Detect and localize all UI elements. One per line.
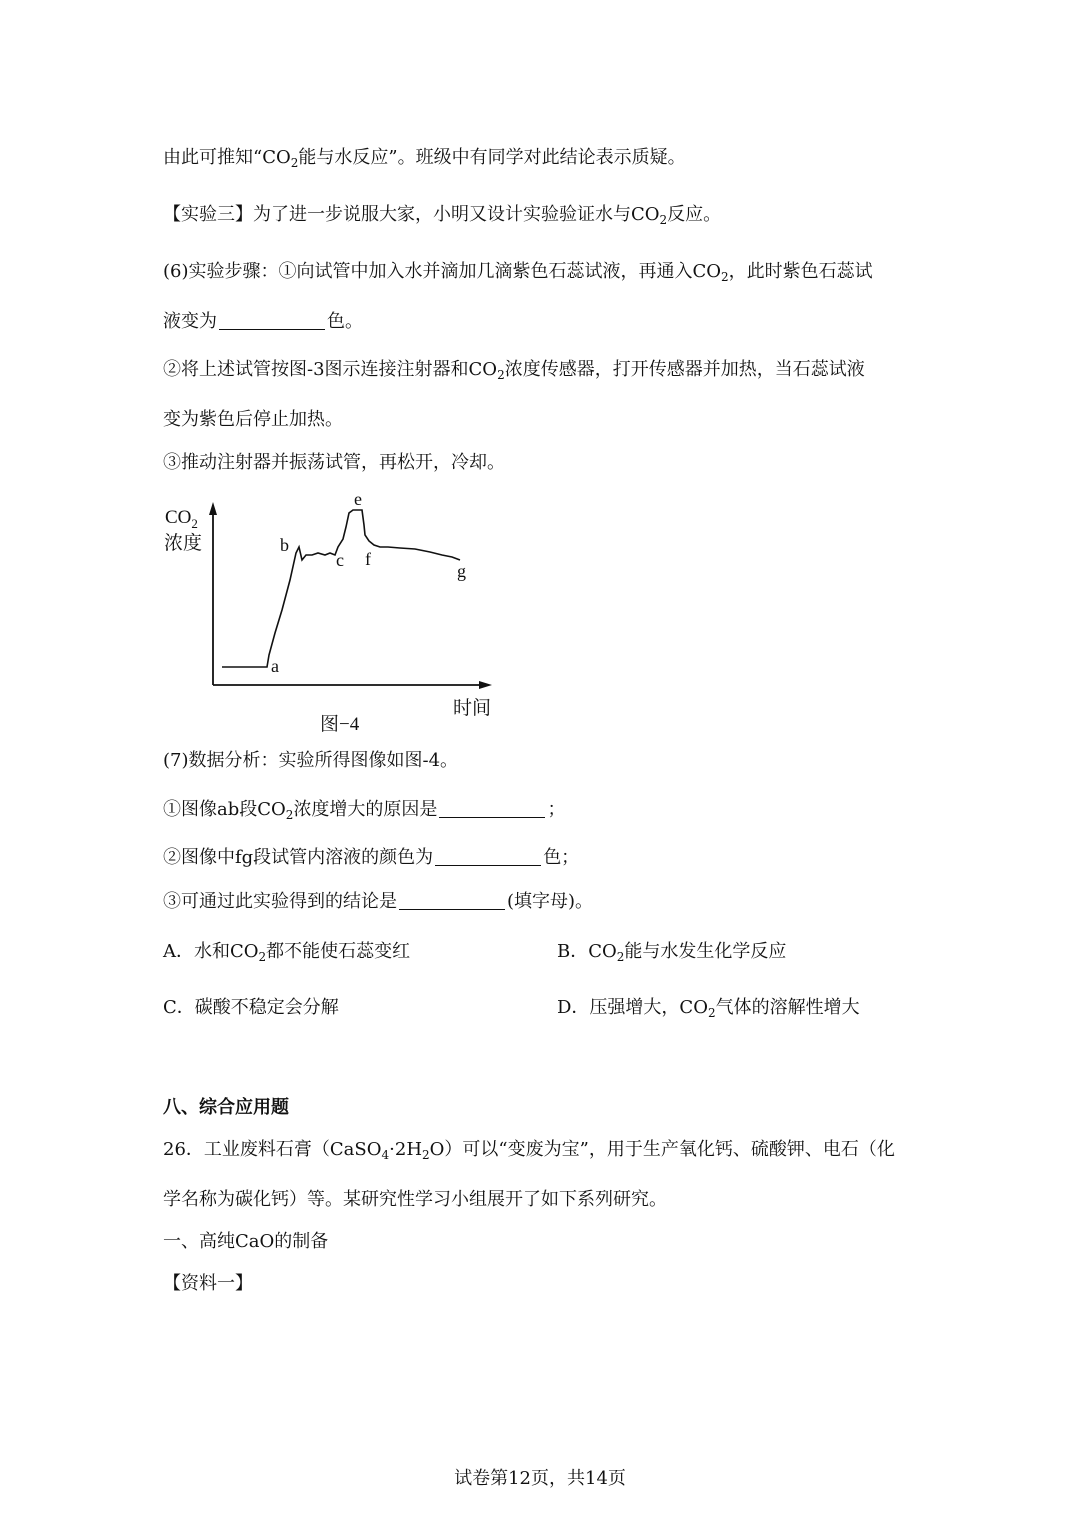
answer-blank <box>439 799 545 818</box>
concentration-curve <box>222 510 460 667</box>
option-a: A．水和$CO_2$都不能使石蕊变红 <box>163 941 411 964</box>
text-line: ①图像ab段$CO_2$浓度增大的原因是 ； <box>163 799 566 822</box>
option-d: D．压强增大，$CO_2$气体的溶解性增大 <box>557 997 860 1020</box>
option-c: C．碳酸不稳定会分解 <box>163 997 339 1018</box>
co2-concentration-graph <box>150 485 510 740</box>
material-heading: 【资料一】 <box>163 1273 253 1294</box>
text-line: 变为紫色后停止加热。 <box>163 409 343 430</box>
answer-blank <box>219 311 325 330</box>
page-footer: 试卷第12页，共14页 <box>454 1468 626 1489</box>
answer-blank <box>435 847 541 866</box>
text-line: ③可通过此实验得到的结论是 (填字母)。 <box>163 891 594 912</box>
y-axis-label-2: 浓度 <box>164 533 203 554</box>
question-26: 26．工业废料石膏$(CaSO_4\cdot 2H_2O)$可以“变废为宝”，用于生产氧化钙、硫酸钾、电石（化 <box>163 1139 895 1162</box>
point-label-e: e <box>354 489 362 509</box>
text-line: 由此可推知“$CO_2$能与水反应”。班级中有同学对此结论表示质疑。 <box>163 147 686 170</box>
point-label-b: b <box>280 535 289 555</box>
x-axis-arrow <box>479 681 492 689</box>
text-line: ②将上述试管按图-3图示连接注射器和$CO_2$浓度传感器，打开传感器并加热，当石蕊试液 <box>163 359 865 382</box>
text-line: 液变为 色。 <box>163 311 363 332</box>
text-line: 【实验三】为了进一步说服大家，小明又设计实验验证水与$CO_2$反应。 <box>163 204 722 227</box>
section-heading: 八、综合应用题 <box>163 1097 289 1118</box>
text-line: (6)实验步骤：①向试管中加入水并滴加几滴紫色石蕊试液，再通入$CO_2$，此时紫色石蕊试 <box>163 261 873 284</box>
point-label-f: f <box>365 549 371 569</box>
figure-caption: 图−4 <box>320 714 360 735</box>
text-line: (7)数据分析：实验所得图像如图-4。 <box>163 750 459 771</box>
question-26-line-2: 学名称为碳化钙）等。某研究性学习小组展开了如下系列研究。 <box>163 1189 667 1210</box>
point-label-a: a <box>271 656 279 676</box>
point-label-g: g <box>457 561 466 581</box>
text-line: ②图像中fg段试管内溶液的颜色为 色； <box>163 847 580 868</box>
text-line: ③推动注射器并振荡试管，再松开，冷却。 <box>163 452 505 473</box>
option-b: B．$CO_2$能与水发生化学反应 <box>557 941 787 964</box>
y-axis-label: $CO_2$ <box>165 507 198 531</box>
y-axis-arrow <box>209 502 217 515</box>
point-label-c: c <box>336 550 344 570</box>
x-axis-label: 时间 <box>453 698 492 719</box>
answer-blank <box>399 891 505 910</box>
sub-heading: 一、高纯CaO的制备 <box>163 1231 329 1252</box>
